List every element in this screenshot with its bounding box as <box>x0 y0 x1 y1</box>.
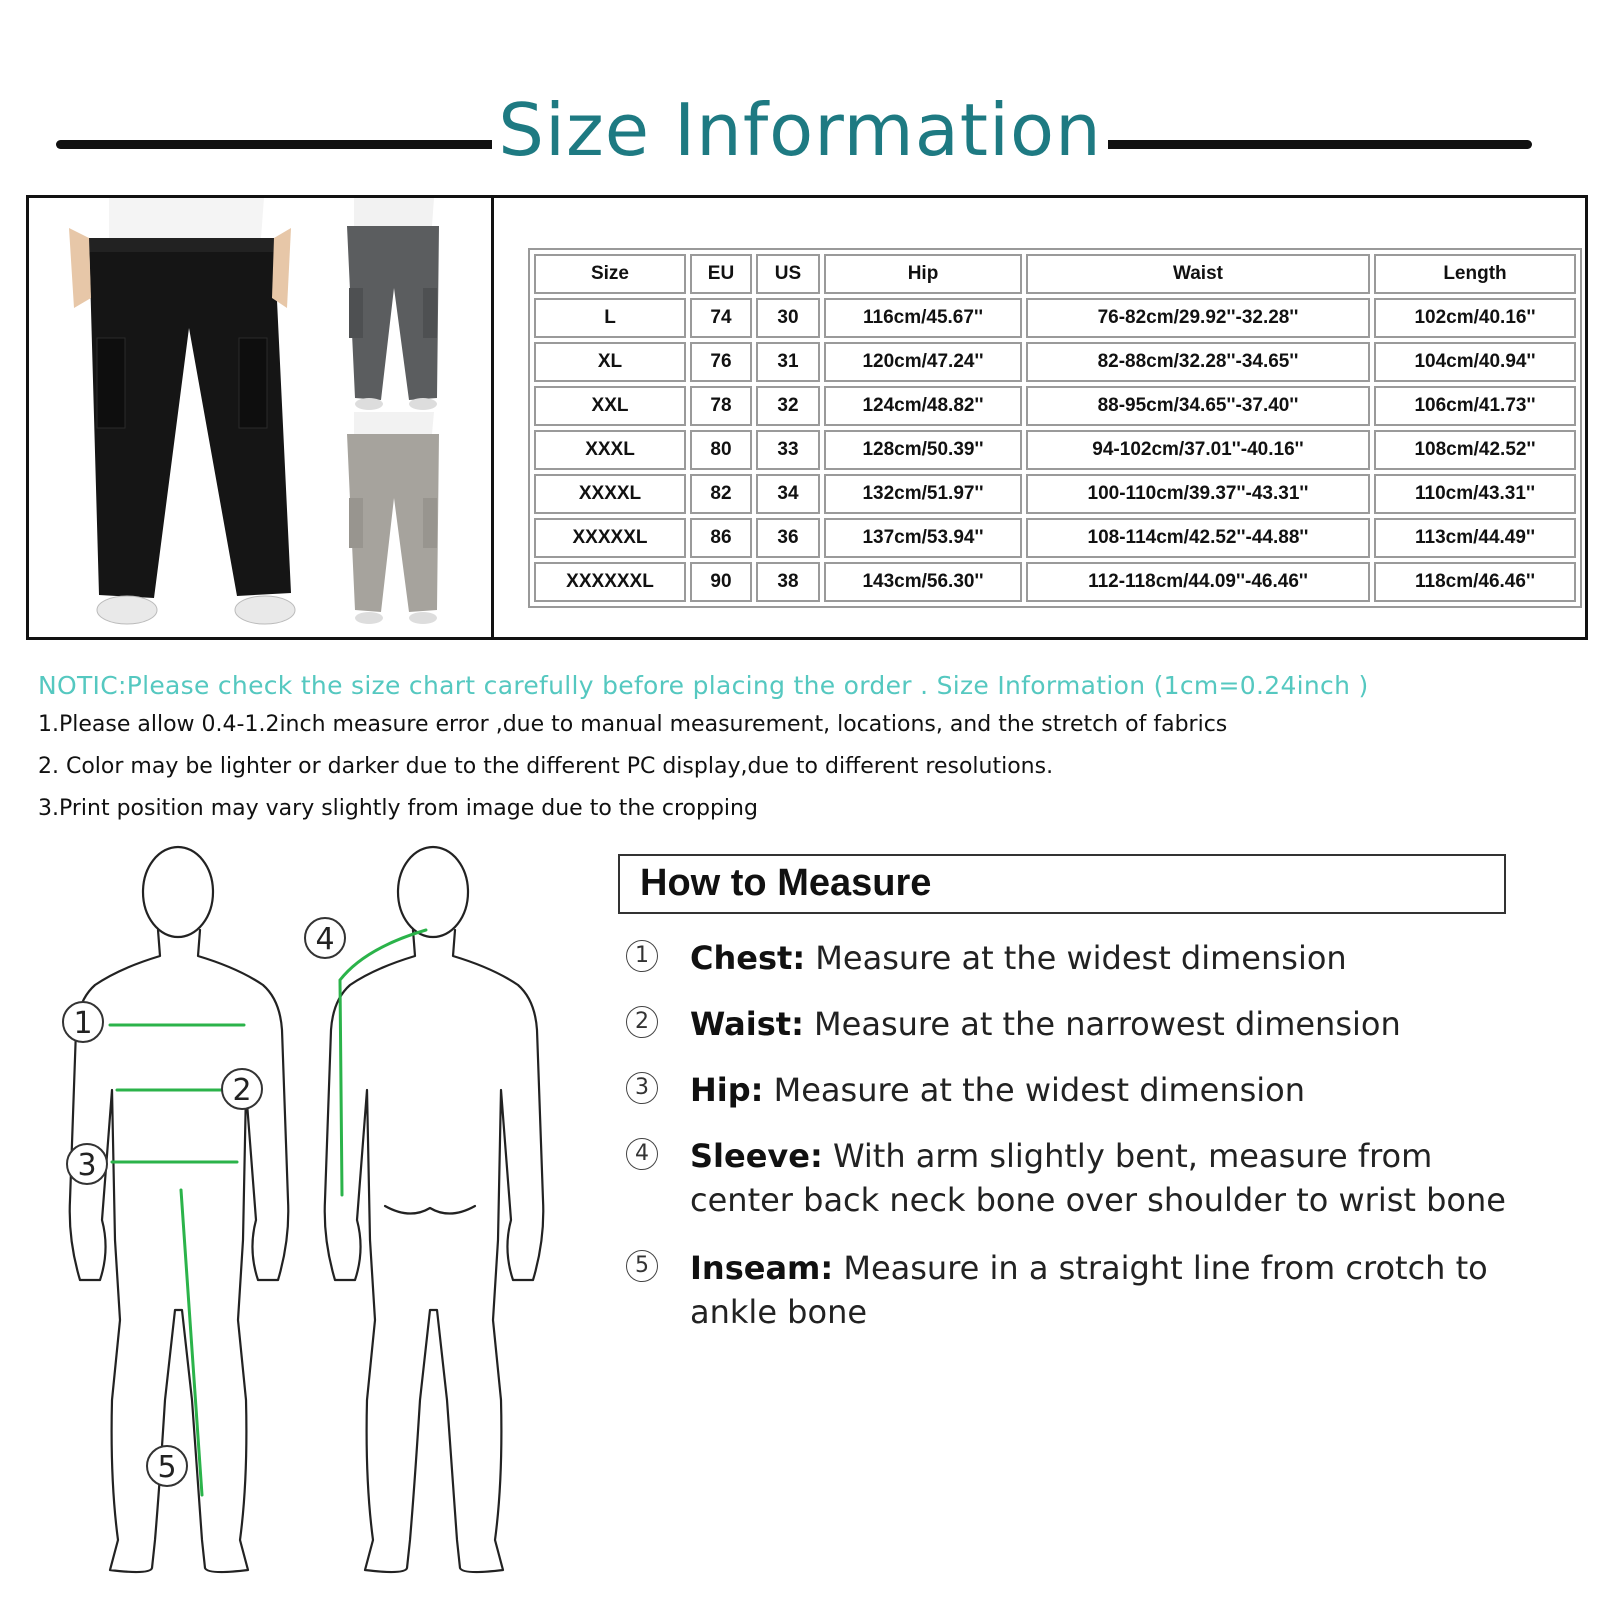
cell-eu: 82 <box>690 474 752 514</box>
cell-length: 110cm/43.31'' <box>1374 474 1576 514</box>
marker-4 <box>305 918 345 958</box>
cell-length: 108cm/42.52'' <box>1374 430 1576 470</box>
black-pants-photo <box>69 198 295 624</box>
product-photos <box>29 198 494 637</box>
pants-photos-image <box>29 198 491 637</box>
cell-waist: 88-95cm/34.65''-37.40'' <box>1026 386 1370 426</box>
page-title: Size Information <box>0 88 1600 172</box>
gray-pants-photo <box>347 198 439 410</box>
header-us: US <box>756 254 820 294</box>
cell-us: 38 <box>756 562 820 602</box>
step-number-5: 5 <box>626 1250 658 1282</box>
marker-1 <box>63 1002 103 1042</box>
cell-size: XXXL <box>534 430 686 470</box>
inseam-line <box>181 1190 202 1495</box>
header-hip: Hip <box>824 254 1022 294</box>
cell-eu: 80 <box>690 430 752 470</box>
table-row <box>534 518 1576 558</box>
step-waist: Waist: Measure at the narrowest dimension <box>690 1005 1401 1043</box>
step-number-3: 3 <box>626 1072 658 1104</box>
measure-diagram <box>40 840 580 1580</box>
measure-lines <box>110 930 426 1495</box>
note-3: 3.Print position may vary slightly from image due to the cropping <box>38 796 758 821</box>
cell-us: 32 <box>756 386 820 426</box>
cell-size: XL <box>534 342 686 382</box>
back-body-outline <box>325 847 544 1572</box>
table-header-row <box>534 254 1576 294</box>
cell-size: L <box>534 298 686 338</box>
header-eu: EU <box>690 254 752 294</box>
cell-waist: 82-88cm/32.28''-34.65'' <box>1026 342 1370 382</box>
step-inseam: Inseam: Measure in a straight line from crotch to ankle bone <box>690 1249 1488 1331</box>
how-to-measure-title: How to Measure <box>640 862 932 904</box>
cell-waist: 100-110cm/39.37''-43.31'' <box>1026 474 1370 514</box>
table-row <box>534 342 1576 382</box>
cell-hip: 132cm/51.97'' <box>824 474 1022 514</box>
step-hip: Hip: Measure at the widest dimension <box>690 1071 1306 1109</box>
size-table-panel <box>494 198 1585 637</box>
cell-eu: 90 <box>690 562 752 602</box>
table-row <box>534 562 1576 602</box>
cell-hip: 116cm/45.67'' <box>824 298 1022 338</box>
note-2: 2. Color may be lighter or darker due to the different PC display,due to different resolutions. <box>38 754 1054 779</box>
table-row <box>534 474 1576 514</box>
cell-hip: 143cm/56.30'' <box>824 562 1022 602</box>
cell-us: 33 <box>756 430 820 470</box>
cell-size: XXXXXXL <box>534 562 686 602</box>
cell-hip: 128cm/50.39'' <box>824 430 1022 470</box>
cell-size: XXXXXL <box>534 518 686 558</box>
table-row <box>534 298 1576 338</box>
cell-hip: 124cm/48.82'' <box>824 386 1022 426</box>
cell-waist: 112-118cm/44.09''-46.46'' <box>1026 562 1370 602</box>
cell-us: 36 <box>756 518 820 558</box>
cell-eu: 74 <box>690 298 752 338</box>
cell-waist: 108-114cm/42.52''-44.88'' <box>1026 518 1370 558</box>
cell-length: 118cm/46.46'' <box>1374 562 1576 602</box>
cell-length: 106cm/41.73'' <box>1374 386 1576 426</box>
cell-length: 104cm/40.94'' <box>1374 342 1576 382</box>
cell-eu: 86 <box>690 518 752 558</box>
header-waist: Waist <box>1026 254 1370 294</box>
cell-hip: 137cm/53.94'' <box>824 518 1022 558</box>
product-panel <box>26 195 1588 640</box>
cell-us: 30 <box>756 298 820 338</box>
cell-size: XXXXL <box>534 474 686 514</box>
step-chest: Chest: Measure at the widest dimension <box>690 939 1347 977</box>
light-pants-photo <box>347 412 439 624</box>
diagram-markers <box>63 918 345 1486</box>
header-length: Length <box>1374 254 1576 294</box>
cell-us: 31 <box>756 342 820 382</box>
table-row <box>534 386 1576 426</box>
cell-eu: 78 <box>690 386 752 426</box>
cell-waist: 94-102cm/37.01''-40.16'' <box>1026 430 1370 470</box>
cell-hip: 120cm/47.24'' <box>824 342 1022 382</box>
step-number-2: 2 <box>626 1006 658 1038</box>
step-number-4: 4 <box>626 1138 658 1170</box>
svg-text:3: 3 <box>77 1148 97 1183</box>
cell-length: 102cm/40.16'' <box>1374 298 1576 338</box>
cell-eu: 76 <box>690 342 752 382</box>
cell-waist: 76-82cm/29.92''-32.28'' <box>1026 298 1370 338</box>
sleeve-line <box>340 930 426 1195</box>
table-row <box>534 430 1576 470</box>
header-size: Size <box>534 254 686 294</box>
marker-2 <box>222 1069 262 1109</box>
notice-text: NOTIC:Please check the size chart carefully before placing the order . Size Information (1cm=0.24inch ) <box>38 671 1369 700</box>
svg-text:2: 2 <box>232 1073 252 1108</box>
step-number-1: 1 <box>626 940 658 972</box>
size-table <box>528 248 1582 608</box>
cell-length: 113cm/44.49'' <box>1374 518 1576 558</box>
step-sleeve: Sleeve: With arm slightly bent, measure from center back neck bone over shoulder to wrist bone <box>690 1137 1506 1219</box>
svg-text:1: 1 <box>73 1006 93 1041</box>
note-1: 1.Please allow 0.4-1.2inch measure error ,due to manual measurement, locations, and the stretch of fabrics <box>38 712 1228 737</box>
cell-us: 34 <box>756 474 820 514</box>
how-to-measure-header <box>618 854 1506 914</box>
svg-text:4: 4 <box>315 922 335 957</box>
marker-5 <box>147 1446 187 1486</box>
marker-3 <box>67 1144 107 1184</box>
cell-size: XXL <box>534 386 686 426</box>
svg-text:5: 5 <box>157 1450 177 1485</box>
